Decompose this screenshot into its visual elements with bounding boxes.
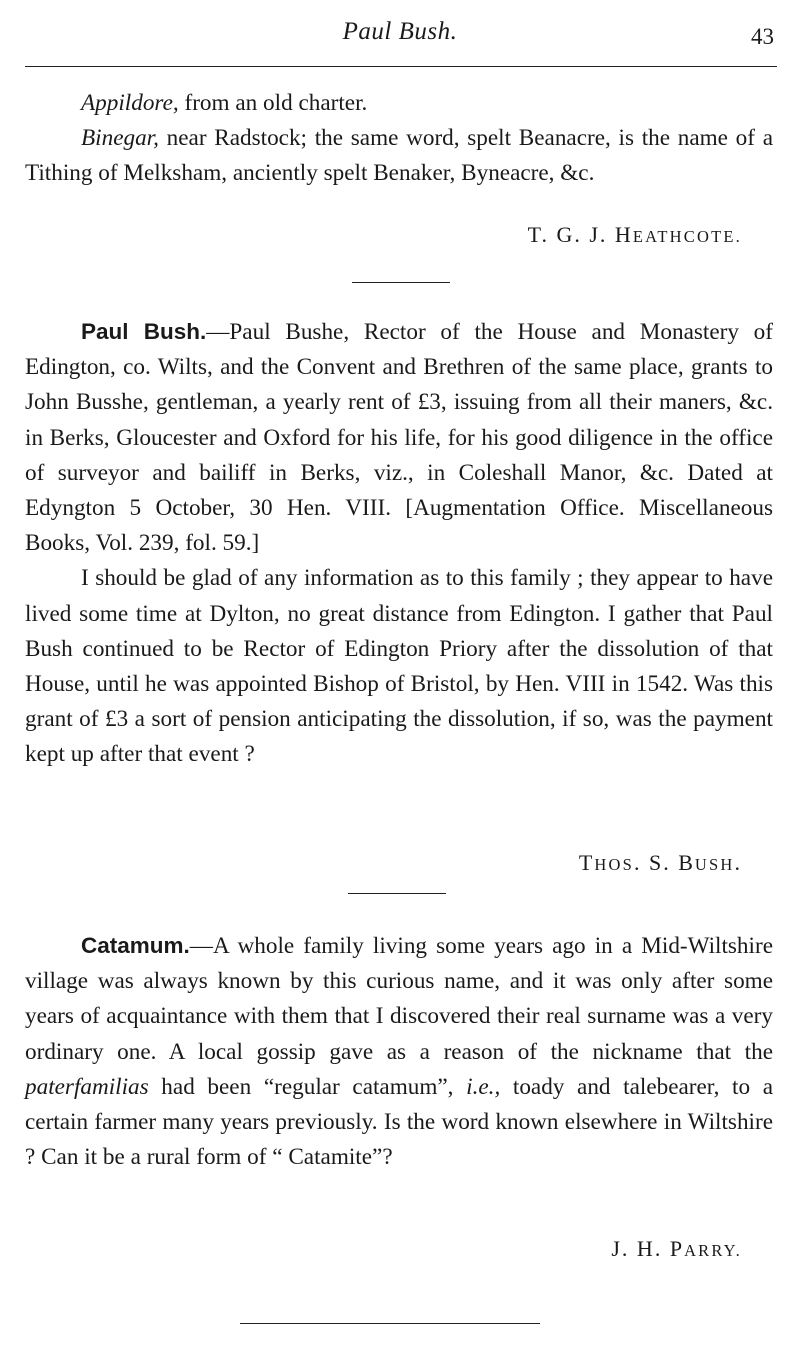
page-number: 43 — [751, 24, 774, 49]
entry-catamum — [25, 928, 773, 1175]
entry3-text-b: had been “regular catamum”, — [148, 1073, 467, 1100]
sig2-part-c: . S. B — [633, 850, 695, 875]
entry2-paragraph1 — [25, 314, 773, 561]
entry1-line2 — [25, 121, 773, 191]
end-rule — [240, 1323, 540, 1324]
sig2-part-a: T — [578, 850, 595, 875]
page-header — [0, 18, 800, 52]
entry1-line1-text: from an old charter. — [178, 90, 368, 116]
signature-parry-initials: J. H. P — [611, 1236, 685, 1261]
entry1-line1 — [25, 86, 773, 121]
place-appildore: Appildore, — [81, 90, 179, 116]
running-title: Paul Bush. — [342, 18, 458, 45]
entry-appildore-binegar — [25, 86, 773, 192]
abbrev-ie: i.e., — [466, 1073, 501, 1100]
entry3-heading: Catamum. — [81, 933, 190, 958]
entry3-paragraph — [25, 928, 773, 1175]
signature-thos-bush — [579, 850, 742, 876]
section-separator — [352, 282, 450, 283]
signature-parry-surname: ARRY. — [684, 1241, 742, 1260]
header-rule — [25, 66, 777, 67]
entry2-paragraph2: I should be glad of any information as to this family ; they appear to have lived some time at Dylton, no great distance from Edington. I gather that Paul Bush continued to be Rector of Edington Priory after the dissolution of that House, until he was appointed Bishop of Bristol, by Hen. VIII in 1542. Was this grant of £3 a sort of pension anticipating the dissolution, if so, was the payment kept up after that event ? — [25, 565, 773, 768]
signature-heathcote-surname: EATHCOTE. — [632, 227, 742, 246]
term-paterfamilias: paterfamilias — [25, 1073, 149, 1100]
entry-paul-bush — [25, 314, 773, 773]
entry2-heading: Paul Bush. — [81, 319, 207, 344]
signature-heathcote — [528, 222, 742, 248]
entry3-text-c: toady and talebearer, to a certain farmer many years previously. Is the word known elsewhere in Wiltshire ? Can it be a rural form of “ Catamite”? — [25, 1073, 773, 1171]
sig2-part-e: . — [734, 850, 742, 875]
entry3-text-a: —A whole family living some years ago in a Mid-Wiltshire village was always known by this curious name, and it was only after some years of acquaintance with them that I discovered their real surname was a very ordinary one. A local gossip gave as a reason of the nickname that the — [25, 933, 773, 1065]
entry1-line2-text: near Radstock; the same word, spelt Beanacre, is the name of a Tithing of Melksham, anciently spelt Benaker, Byneacre, &c. — [25, 125, 773, 187]
place-binegar: Binegar, — [81, 125, 159, 152]
sig2-part-b: HOS — [594, 855, 634, 874]
entry2-paragraph1-text: —Paul Bushe, Rector of the House and Monastery of Edington, co. Wilts, and the Convent and Brethren of the same place, grants to John Busshe, gentleman, a yearly rent of £3, issuing from all their maners, &c. in Berks, Gloucester and Oxford for his life, for his good diligence in the office of surveyor and bailiff in Berks, viz., in Coleshall Manor, &c. Dated at Edyngton 5 October, 30 Hen. VIII. [Augmentation Office. Miscellaneous Books, Vol. 239, fol. 59.] — [25, 319, 773, 557]
sig2-part-d: USH — [694, 855, 735, 874]
section-separator — [348, 893, 446, 894]
signature-parry — [611, 1236, 742, 1262]
signature-heathcote-initials: T. G. J. H — [527, 222, 633, 247]
